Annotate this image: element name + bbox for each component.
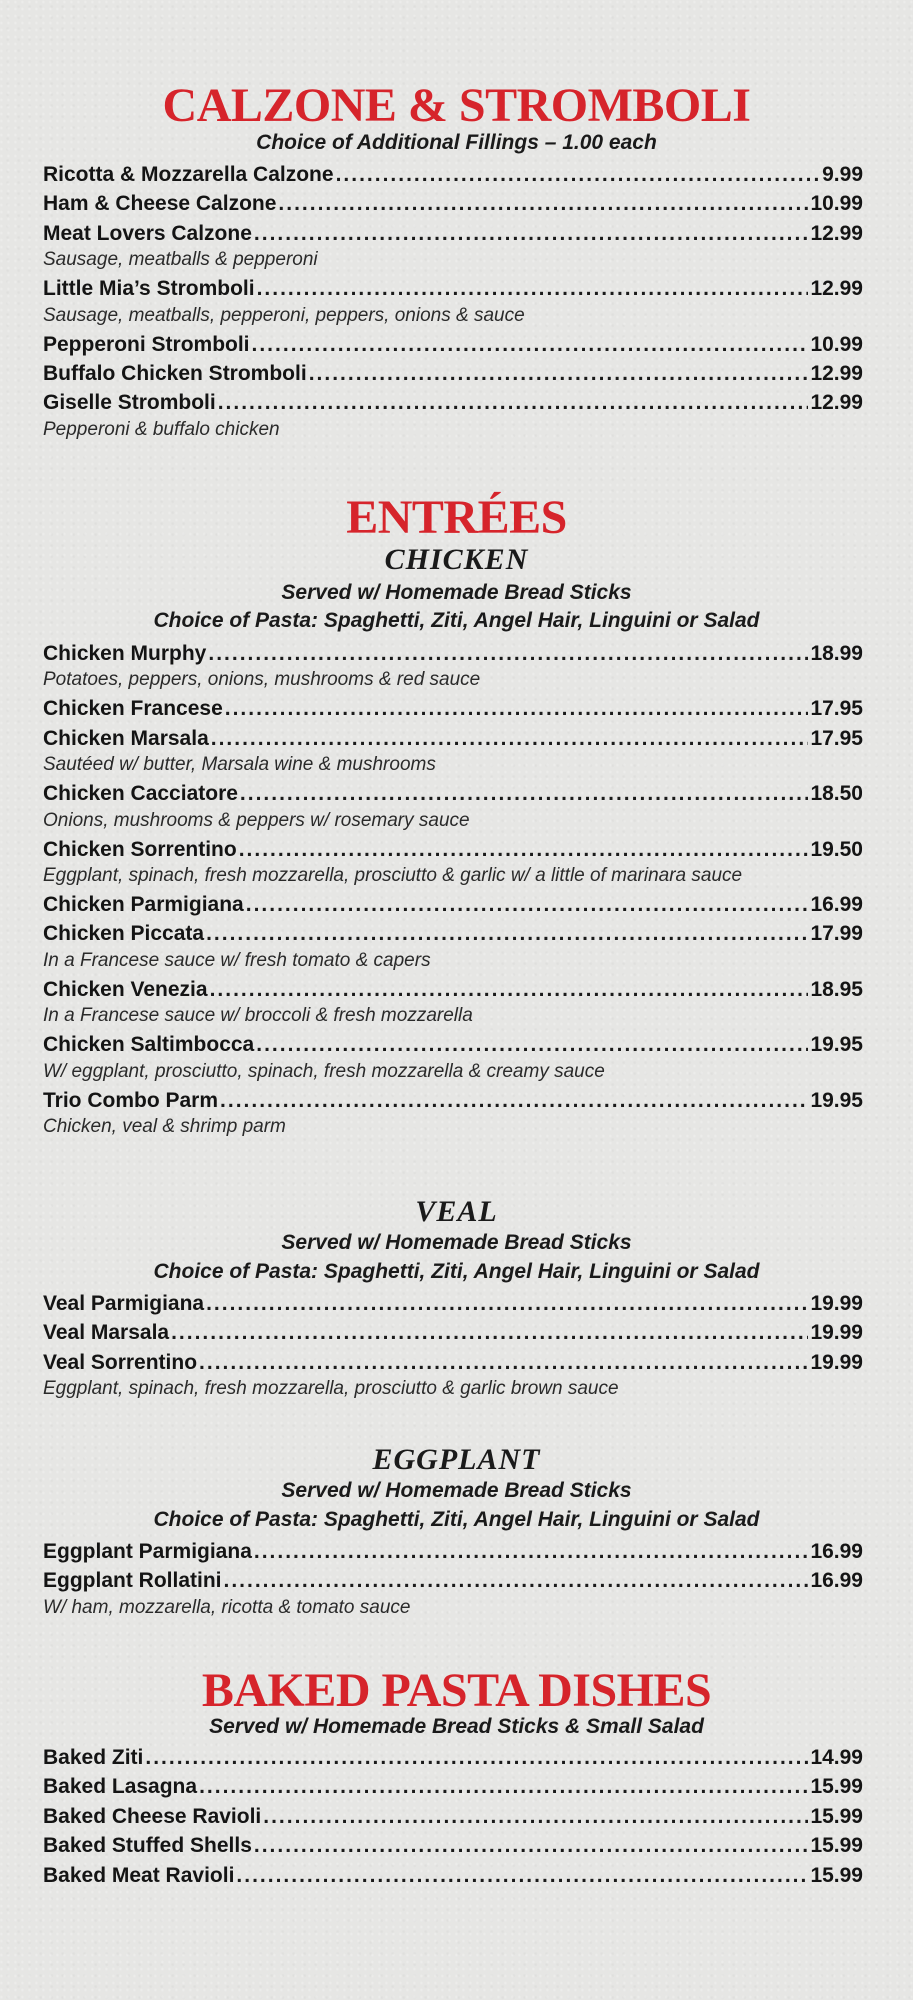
menu-item-name: Veal Sorrentino [43,1350,198,1374]
menu-item-price: 16.99 [810,893,863,916]
menu-item [43,360,863,388]
menu-item-name: Meat Lovers Calzone [43,221,252,245]
menu-item [43,161,863,189]
menu-item-name: Chicken Sorrentino [43,837,237,861]
menu-item-name: Buffalo Chicken Stromboli [43,362,307,385]
menu-item-description: Onions, mushrooms & peppers w/ rosemary sauce [43,809,470,831]
menu-item-description: Eggplant, spinach, fresh mozzarella, prosciutto & garlic brown sauce [43,1378,619,1400]
dot-leader [263,1803,808,1831]
menu-item-price: 16.99 [810,1540,863,1563]
menu-item [43,1744,863,1772]
dot-leader [225,695,809,723]
dot-leader [206,920,808,948]
dot-leader [336,161,821,189]
menu-item-price: 10.99 [810,332,863,356]
menu-item-price: 15.99 [810,1775,863,1799]
menu-item-name: Chicken Saltimbocca [43,1033,255,1057]
menu-item [43,780,863,808]
menu-item-name: Chicken Cacciatore [43,782,238,806]
menu-item-name: Chicken Parmigiana [43,893,244,916]
subsection-title-eggplant: EGGPLANT [372,1443,541,1476]
menu-item-description: Sausage, meatballs, pepperoni, peppers, onions & sauce [43,304,525,326]
menu-item-price: 12.99 [810,391,863,415]
menu-item-price: 17.95 [810,697,863,721]
menu-item-description: Chicken, veal & shrimp parm [43,1116,286,1137]
menu-item-price: 12.99 [810,277,863,301]
menu-item-name: Little Mia’s Stromboli [43,277,255,301]
dot-leader [256,1031,808,1059]
menu-item-price: 15.99 [810,1834,863,1858]
menu-item-description: Pepperoni & buffalo chicken [43,418,280,440]
menu-item-name: Baked Meat Ravioli [43,1863,235,1887]
menu-item [43,976,863,1004]
section-title-entrees: ENTRÉES [346,491,567,544]
menu-item-price: 19.99 [810,1292,863,1315]
menu-item [43,1832,863,1860]
menu-item-price: 16.99 [810,1569,863,1593]
dot-leader [254,220,809,248]
menu-item [43,1567,863,1595]
dot-leader [199,1349,808,1377]
menu-item-name: Chicken Francese [43,697,223,721]
menu-item [43,695,863,723]
menu-item-name: Eggplant Rollatini [43,1569,222,1593]
menu-item [43,1290,863,1318]
dot-leader [224,1567,809,1595]
menu-item-description: In a Francese sauce w/ fresh tomato & capers [43,949,431,971]
menu-item-description: Eggplant, spinach, fresh mozzarella, prosciutto & garlic w/ a little of marinara sauce [43,865,743,886]
veal-pasta-note: Choice of Pasta: Spaghetti, Ziti, Angel Hair, Linguini or Salad [153,1260,760,1283]
menu-item-name: Veal Parmigiana [43,1292,205,1315]
menu-item-name: Baked Lasagna [43,1775,198,1799]
eggplant-breadsticks-note: Served w/ Homemade Bread Sticks [281,1479,632,1502]
dot-leader [171,1319,808,1347]
menu-item-name: Chicken Murphy [43,642,207,665]
menu-item [43,1773,863,1801]
menu-item-description: Sausage, meatballs & pepperoni [43,249,318,271]
subsection-title-veal: VEAL [415,1195,498,1228]
menu-item-price: 9.99 [822,163,863,186]
dot-leader [254,1832,809,1860]
menu-item-price: 15.99 [810,1804,863,1828]
menu-item-description: Sautéed w/ butter, Marsala wine & mushrooms [43,754,436,776]
dot-leader [246,891,809,919]
menu-item [43,725,863,753]
dot-leader [206,1290,808,1318]
chicken-pasta-note: Choice of Pasta: Spaghetti, Ziti, Angel Hair, Linguini or Salad [153,609,760,632]
menu-item-price: 14.99 [810,1746,863,1769]
dot-leader [218,389,809,417]
menu-item [43,1319,863,1347]
dot-leader [210,976,809,1004]
menu-item [43,640,863,668]
menu-item-name: Pepperoni Stromboli [43,332,250,356]
dot-leader [220,1087,808,1115]
menu-item-price: 18.99 [810,642,863,665]
menu-item-name: Chicken Venezia [43,977,208,1001]
menu-item-price: 10.99 [810,192,863,216]
chicken-breadsticks-note: Served w/ Homemade Bread Sticks [281,581,632,604]
menu-item [43,920,863,948]
veal-breadsticks-note: Served w/ Homemade Bread Sticks [281,1231,632,1254]
section-title-calzone: CALZONE & STROMBOLI [162,79,751,132]
dot-leader [236,1862,808,1890]
menu-item-price: 19.95 [810,1088,863,1112]
menu-item-name: Ham & Cheese Calzone [43,192,277,216]
menu-item [43,1349,863,1377]
menu-item-price: 15.99 [810,1863,863,1887]
menu-item-name: Baked Ziti [43,1746,144,1769]
menu-item-name: Eggplant Parmigiana [43,1540,252,1563]
menu-item [43,220,863,248]
dot-leader [239,836,809,864]
calzone-fillings-note: Choice of Additional Fillings – 1.00 each [256,131,657,154]
menu-item [43,1031,863,1059]
dot-leader [309,360,809,388]
menu-item-price: 19.50 [810,837,863,861]
dot-leader [254,1538,809,1566]
menu-item [43,275,863,303]
menu-item [43,1087,863,1115]
menu-item-name: Chicken Marsala [43,726,209,750]
menu-item-name: Giselle Stromboli [43,391,216,415]
menu-item-description: W/ eggplant, prosciutto, spinach, fresh mozzarella & creamy sauce [43,1060,605,1082]
menu-item-name: Trio Combo Parm [43,1088,219,1112]
baked-pasta-note: Served w/ Homemade Bread Sticks & Small Salad [209,1715,704,1738]
subsection-title-chicken: CHICKEN [384,543,529,576]
dot-leader [211,725,809,753]
menu-item-price: 18.95 [810,977,863,1001]
menu-item-description: Potatoes, peppers, onions, mushrooms & red sauce [43,669,481,691]
menu-item-name: Ricotta & Mozzarella Calzone [43,163,334,186]
dot-leader [199,1773,808,1801]
menu-item-name: Chicken Piccata [43,922,205,946]
menu-item [43,891,863,919]
menu-item-price: 17.99 [810,922,863,946]
dot-leader [145,1744,808,1772]
menu-item-description: W/ ham, mozzarella, ricotta & tomato sauce [43,1596,411,1618]
dot-leader [252,331,809,359]
menu-item-price: 12.99 [810,362,863,385]
eggplant-pasta-note: Choice of Pasta: Spaghetti, Ziti, Angel Hair, Linguini or Salad [153,1508,760,1531]
section-title-baked-pasta: BAKED PASTA DISHES [201,1664,712,1717]
menu-item [43,389,863,417]
menu-item-description: In a Francese sauce w/ broccoli & fresh mozzarella [43,1005,473,1027]
menu-item-price: 17.95 [810,726,863,750]
menu-item-price: 18.50 [810,782,863,806]
menu-item-name: Baked Stuffed Shells [43,1834,252,1858]
menu-item-price: 19.99 [810,1321,863,1345]
dot-leader [278,190,808,218]
menu-item-name: Baked Cheese Ravioli [43,1804,262,1828]
menu-item [43,1538,863,1566]
menu-item-price: 19.95 [810,1033,863,1057]
menu-item [43,190,863,218]
menu-item [43,1862,863,1890]
menu-item-price: 19.99 [810,1350,863,1374]
menu-item [43,331,863,359]
menu-item-name: Veal Marsala [43,1321,170,1345]
menu-item [43,1803,863,1831]
dot-leader [208,640,808,668]
dot-leader [240,780,809,808]
menu-item [43,836,863,864]
menu-item-price: 12.99 [810,221,863,245]
dot-leader [257,275,809,303]
